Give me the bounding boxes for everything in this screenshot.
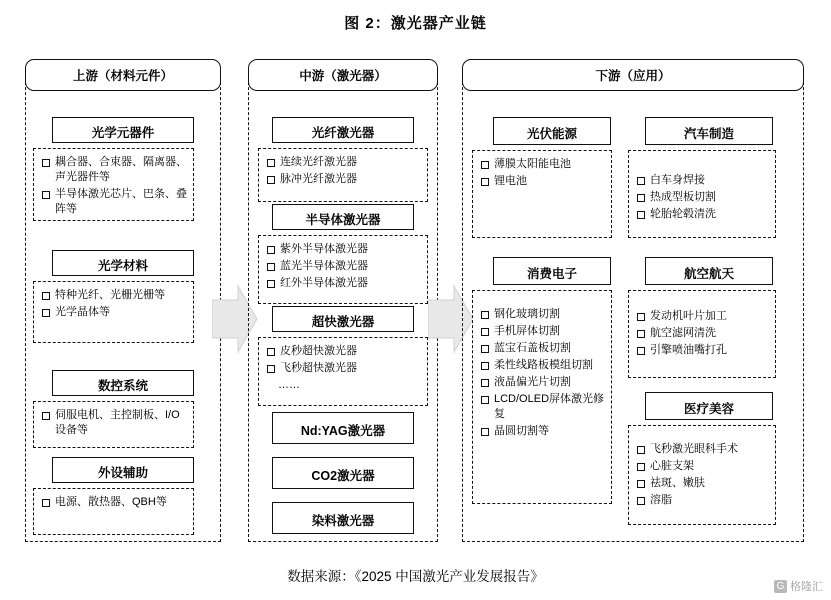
column-upstream-header-label: 上游（材料元件） (72, 69, 173, 83)
group-automotive-items (628, 150, 776, 238)
bullet-square-icon (267, 365, 275, 373)
bullet-square-icon (42, 159, 50, 167)
list-item: 液晶偏光片切割 (481, 375, 605, 390)
figure-title: 图 2：激光器产业链 (344, 15, 487, 32)
bullet-square-icon (481, 178, 489, 186)
group-ndyag-laser (272, 412, 414, 444)
column-downstream-header (462, 59, 804, 91)
group-dye-laser (272, 502, 414, 534)
group-pv-energy (493, 117, 611, 145)
bullet-square-icon (267, 176, 275, 184)
group-co2-laser-title: CO2激光器 (311, 469, 375, 483)
bullet-square-icon (637, 480, 645, 488)
group-consumer-electronics (493, 257, 611, 285)
list-item: 飞秒激光眼科手术 (637, 442, 769, 457)
bullet-square-icon (637, 211, 645, 219)
bullet-square-icon (42, 309, 50, 317)
list-item: 蓝光半导体激光器 (267, 259, 421, 274)
list-item: 手机屏体切割 (481, 324, 605, 339)
group-consumer-electronics-items (472, 290, 612, 504)
list-item: 特种光纤、光栅光栅等 (42, 288, 187, 303)
list-item: 轮胎轮毂清洗 (637, 207, 769, 222)
group-automotive (645, 117, 773, 145)
list-item: 耦合器、合束器、隔离器、声光器件等 (42, 155, 187, 185)
bullet-square-icon (481, 328, 489, 336)
group-semiconductor-laser (272, 204, 414, 230)
group-aerospace-items (628, 290, 776, 378)
bullet-square-icon (637, 330, 645, 338)
list-item: 半导体激光芯片、巴条、叠阵等 (42, 187, 187, 217)
group-medical-beauty (645, 392, 773, 420)
group-cnc-system (52, 370, 194, 396)
group-semiconductor-laser-title: 半导体激光器 (305, 213, 381, 227)
watermark-label: 格隆汇 (790, 581, 823, 593)
list-item: 薄膜太阳能电池 (481, 157, 605, 172)
bullet-square-icon (481, 428, 489, 436)
list-item: 溶脂 (637, 493, 769, 508)
group-cnc-system-items (33, 401, 194, 448)
watermark-logo-icon: G (774, 580, 787, 593)
list-item: 晶圆切割等 (481, 424, 605, 439)
column-upstream-header (25, 59, 221, 91)
bullet-square-icon (481, 396, 489, 404)
group-peripherals-title: 外设辅助 (97, 466, 148, 480)
group-medical-beauty-items (628, 425, 776, 525)
group-dye-laser-title: 染料激光器 (311, 514, 375, 528)
group-ultrafast-laser-items (258, 337, 428, 406)
figure-source: 数据来源：《2025 中国激光产业发展报告》 (287, 569, 544, 584)
group-pv-energy-items (472, 150, 612, 238)
group-co2-laser (272, 457, 414, 489)
group-optical-components (52, 117, 194, 143)
list-item: 飞秒超快激光器 (267, 361, 421, 376)
list-item: 锂电池 (481, 174, 605, 189)
list-item: 伺服电机、主控制板、I/O 设备等 (42, 408, 187, 438)
column-midstream-header (248, 59, 438, 91)
list-item: 心脏支架 (637, 459, 769, 474)
diagram-canvas (0, 52, 831, 552)
bullet-square-icon (637, 497, 645, 505)
list-item: 脉冲光纤激光器 (267, 172, 421, 187)
column-midstream-header-label: 中游（激光器） (299, 69, 387, 83)
group-consumer-electronics-title: 消费电子 (526, 267, 577, 281)
bullet-square-icon (637, 446, 645, 454)
group-optical-components-items (33, 148, 194, 221)
list-item: 柔性线路板模组切割 (481, 358, 605, 373)
list-item: 光学晶体等 (42, 305, 187, 320)
group-optical-materials-title: 光学材料 (97, 259, 148, 273)
group-medical-beauty-title: 医疗美容 (683, 402, 734, 416)
list-item: 连续光纤激光器 (267, 155, 421, 170)
bullet-square-icon (267, 263, 275, 271)
bullet-square-icon (637, 177, 645, 185)
group-aerospace (645, 257, 773, 285)
list-item: 红外半导体激光器 (267, 276, 421, 291)
list-item: 紫外半导体激光器 (267, 242, 421, 257)
list-item: 电源、散热器、QBH等 (42, 495, 187, 510)
list-item: LCD/OLED屏体激光修复 (481, 392, 605, 422)
list-item: 蓝宝石盖板切割 (481, 341, 605, 356)
list-item: 引擎喷油嘴打孔 (637, 343, 769, 358)
bullet-square-icon (637, 347, 645, 355)
list-item: 发动机叶片加工 (637, 309, 769, 324)
group-fiber-laser-items (258, 148, 428, 202)
group-semiconductor-laser-items (258, 235, 428, 304)
list-item: 皮秒超快激光器 (267, 344, 421, 359)
group-pv-energy-title: 光伏能源 (526, 127, 577, 141)
bullet-square-icon (637, 313, 645, 321)
group-ndyag-laser-title: Nd:YAG激光器 (300, 424, 386, 438)
group-fiber-laser (272, 117, 414, 143)
list-item: 祛斑、嫩肤 (637, 476, 769, 491)
list-item: …… (278, 379, 300, 391)
bullet-square-icon (481, 311, 489, 319)
bullet-square-icon (481, 379, 489, 387)
group-aerospace-title: 航空航天 (683, 267, 734, 281)
bullet-square-icon (42, 292, 50, 300)
column-downstream-header-label: 下游（应用） (595, 69, 671, 83)
bullet-square-icon (481, 161, 489, 169)
group-peripherals (52, 457, 194, 483)
bullet-square-icon (267, 280, 275, 288)
bullet-square-icon (637, 463, 645, 471)
list-item: 航空滤网清洗 (637, 326, 769, 341)
watermark (774, 578, 823, 594)
group-optical-materials-items (33, 281, 194, 343)
group-ultrafast-laser (272, 306, 414, 332)
group-fiber-laser-title: 光纤激光器 (311, 126, 375, 140)
group-optical-components-title: 光学元器件 (91, 126, 155, 140)
group-ultrafast-laser-title: 超快激光器 (311, 315, 375, 329)
bullet-square-icon (481, 362, 489, 370)
bullet-square-icon (267, 348, 275, 356)
list-item: 白车身焊接 (637, 173, 769, 188)
group-peripherals-items (33, 488, 194, 535)
bullet-square-icon (42, 412, 50, 420)
bullet-square-icon (267, 159, 275, 167)
bullet-square-icon (42, 499, 50, 507)
list-item: 钢化玻璃切割 (481, 307, 605, 322)
bullet-square-icon (42, 191, 50, 199)
bullet-square-icon (637, 194, 645, 202)
group-optical-materials (52, 250, 194, 276)
bullet-square-icon (267, 246, 275, 254)
group-cnc-system-title: 数控系统 (97, 379, 148, 393)
bullet-square-icon (481, 345, 489, 353)
list-item: 热成型板切割 (637, 190, 769, 205)
group-automotive-title: 汽车制造 (683, 127, 734, 141)
